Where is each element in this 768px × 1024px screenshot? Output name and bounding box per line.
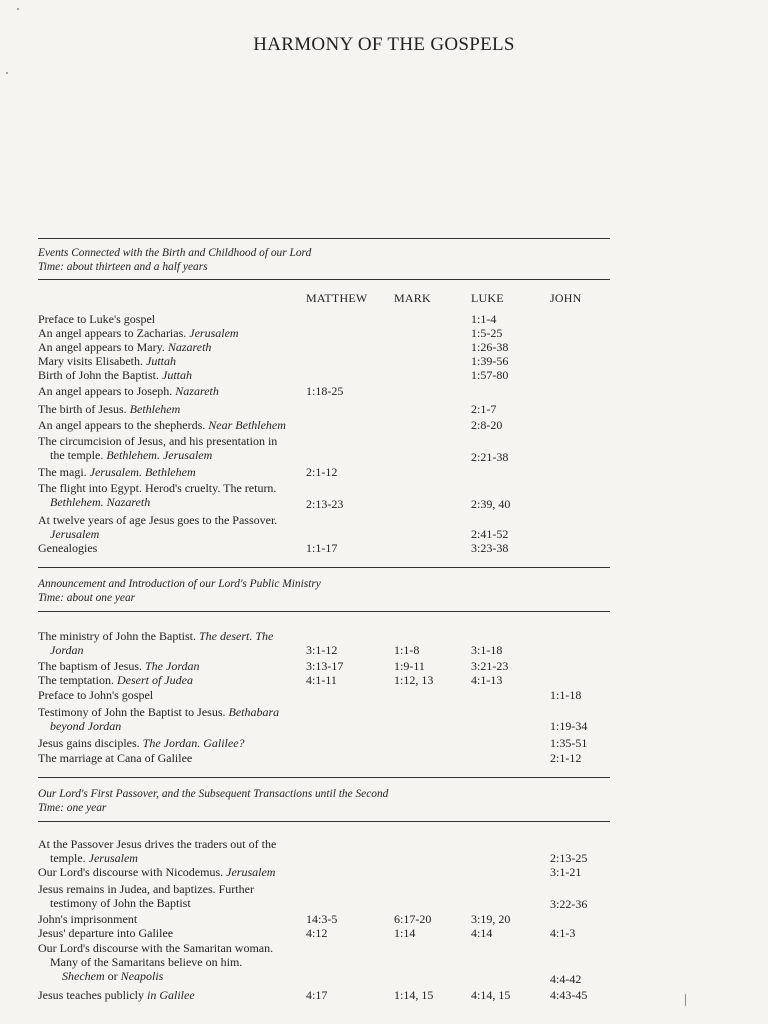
event-place: Neapolis (120, 969, 164, 983)
ref-john: 4:1-3 (550, 926, 576, 940)
section-rule-top (38, 567, 610, 568)
ref-luke: 2:8-20 (471, 418, 503, 432)
event-place: Jerusalem (50, 527, 100, 541)
section-heading (38, 246, 610, 274)
ref-luke: 1:5-25 (471, 326, 503, 340)
page-title: HARMONY OF THE GOSPELS (253, 34, 515, 55)
column-header-mark: MARK (394, 291, 431, 305)
ref-mark: 1:1-8 (394, 643, 420, 657)
section-title: Events Connected with the Birth and Childhood of our Lord (38, 247, 312, 259)
section-rule-top (38, 777, 610, 778)
ref-mark: 1:14, 15 (394, 988, 434, 1002)
ref-luke: 2:1-7 (471, 402, 497, 416)
section-heading (38, 577, 610, 605)
event-text: Our Lord's discourse with Nicodemus. (38, 865, 224, 879)
event-place-cont: beyond Jordan (50, 719, 122, 733)
event-place-cont: Jordan (50, 643, 84, 657)
ref-luke: 3:1-18 (471, 643, 503, 657)
section-rule-top (38, 238, 610, 239)
event-place: Bethlehem. Jerusalem (106, 448, 213, 462)
event-place: Desert of Judea (116, 673, 193, 687)
section-title: Announcement and Introduction of our Lord's Public Ministry (38, 578, 321, 590)
event-text: Birth of John the Baptist. (38, 368, 159, 382)
event-text-cont: the temple. (50, 448, 104, 462)
ref-matthew: 2:1-12 (306, 465, 338, 479)
section-time: Time: about thirteen and a half years (38, 261, 208, 273)
section-heading (38, 787, 610, 815)
event-text: Jesus teaches publicly (38, 988, 144, 1002)
event-text-cont: testimony of John the Baptist (50, 896, 191, 910)
section-rule-bottom (38, 611, 610, 612)
event-text: Testimony of John the Baptist to Jesus. (38, 705, 226, 719)
event-place: in Galilee (146, 988, 195, 1002)
event-place: Jerusalem (88, 851, 138, 865)
ref-matthew: 4:1-11 (306, 673, 337, 687)
ref-luke: 1:26-38 (471, 340, 509, 354)
scan-speck (17, 8, 19, 10)
ref-matthew: 14:3-5 (306, 912, 338, 926)
ref-john: 1:19-34 (550, 719, 588, 733)
event-text: The baptism of Jesus. (38, 659, 142, 673)
event-text: An angel appears to the shepherds. (38, 418, 206, 432)
ref-matthew: 3:1-12 (306, 643, 338, 657)
ref-mark: 1:9-11 (394, 659, 425, 673)
section-time: Time: one year (38, 802, 107, 814)
event-text: The magi. (38, 465, 87, 479)
event-text: Preface to John's gospel (38, 688, 154, 702)
ref-luke: 1:57-80 (471, 368, 509, 382)
event-text: The birth of Jesus. (38, 402, 127, 416)
event-text: The marriage at Cana of Galilee (38, 751, 193, 765)
event-place: Bethlehem. Nazareth (50, 495, 151, 509)
event-text: The circumcision of Jesus, and his presentation in (38, 434, 278, 448)
ref-luke: 3:23-38 (471, 541, 509, 555)
scan-speck (6, 72, 8, 74)
event-place: Near Bethlehem (208, 418, 286, 432)
ref-luke: 4:1-13 (471, 673, 503, 687)
ref-mark: 6:17-20 (394, 912, 432, 926)
event-text: An angel appears to Zacharias. (38, 326, 187, 340)
section-time: Time: about one year (38, 592, 136, 604)
event-place: Nazareth (167, 340, 212, 354)
ref-luke: 1:39-56 (471, 354, 509, 368)
event-text: At the Passover Jesus drives the traders out of the (38, 837, 277, 851)
ref-matthew: 4:12 (306, 926, 328, 940)
event-place: The Jordan. Galilee? (142, 736, 245, 750)
ref-matthew: 3:13-17 (306, 659, 344, 673)
event-text-cont: Many of the Samaritans believe on him. (50, 955, 243, 969)
column-header-luke: LUKE (471, 291, 504, 305)
section-rule-bottom (38, 279, 610, 280)
ref-luke: 4:14 (471, 926, 493, 940)
ref-john: 1:1-18 (550, 688, 582, 702)
event-text: John's imprisonment (38, 912, 138, 926)
event-place: Jerusalem (189, 326, 239, 340)
event-place-join: or (104, 969, 121, 983)
event-text: Jesus' departure into Galilee (38, 926, 174, 940)
ref-mark: 1:12, 13 (394, 673, 434, 687)
event-text: The temptation. (38, 673, 114, 687)
event-text: Jesus gains disciples. (38, 736, 140, 750)
ref-luke: 2:21-38 (471, 450, 509, 464)
event-text: At twelve years of age Jesus goes to the Passover. (38, 513, 278, 527)
event-text: Our Lord's discourse with the Samaritan woman. (38, 941, 274, 955)
ref-luke: 2:39, 40 (471, 497, 511, 511)
event-text: Preface to Luke's gospel (38, 312, 156, 326)
ref-matthew: 2:13-23 (306, 497, 344, 511)
event-place: Juttah (162, 368, 192, 382)
event-text: Genealogies (38, 541, 98, 555)
event-place: Jerusalem. Bethlehem (89, 465, 196, 479)
event-place: Bethlehem (129, 402, 181, 416)
column-header-matthew: MATTHEW (306, 291, 368, 305)
event-text-cont: temple. (50, 851, 86, 865)
event-place: Bethabara (228, 705, 280, 719)
ref-john: 3:22-36 (550, 897, 588, 911)
ref-luke: 4:14, 15 (471, 988, 511, 1002)
event-text: An angel appears to Mary. (38, 340, 165, 354)
ref-john: 4:43-45 (550, 988, 588, 1002)
ref-luke: 2:41-52 (471, 527, 509, 541)
event-place: Shechem (62, 969, 105, 983)
ref-matthew: 1:1-17 (306, 541, 338, 555)
ref-matthew: 4:17 (306, 988, 328, 1002)
event-text: Jesus remains in Judea, and baptizes. Further (38, 882, 254, 896)
ref-john: 1:35-51 (550, 736, 588, 750)
ref-john: 4:4-42 (550, 972, 582, 986)
ref-luke: 3:19, 20 (471, 912, 511, 926)
event-place: Nazareth (175, 384, 219, 398)
event-text: Mary visits Elisabeth. (38, 354, 143, 368)
event-place: The desert. The (199, 629, 274, 643)
event-place: Jerusalem (226, 865, 276, 879)
ref-john: 2:13-25 (550, 851, 588, 865)
scan-speck (685, 994, 686, 1006)
event-text: An angel appears to Joseph. (38, 384, 173, 398)
event-text: The flight into Egypt. Herod's cruelty. The return. (38, 481, 277, 495)
section-rule-bottom (38, 821, 610, 822)
column-header-john: JOHN (550, 291, 582, 305)
ref-john: 3:1-21 (550, 865, 582, 879)
event-place: The Jordan (145, 659, 200, 673)
event-text: The ministry of John the Baptist. (38, 629, 196, 643)
ref-mark: 1:14 (394, 926, 416, 940)
ref-matthew: 1:18-25 (306, 384, 344, 398)
ref-luke: 3:21-23 (471, 659, 509, 673)
section-title: Our Lord's First Passover, and the Subsequent Transactions until the Second (38, 788, 389, 800)
event-place: Juttah (146, 354, 176, 368)
ref-john: 2:1-12 (550, 751, 582, 765)
ref-luke: 1:1-4 (471, 312, 497, 326)
